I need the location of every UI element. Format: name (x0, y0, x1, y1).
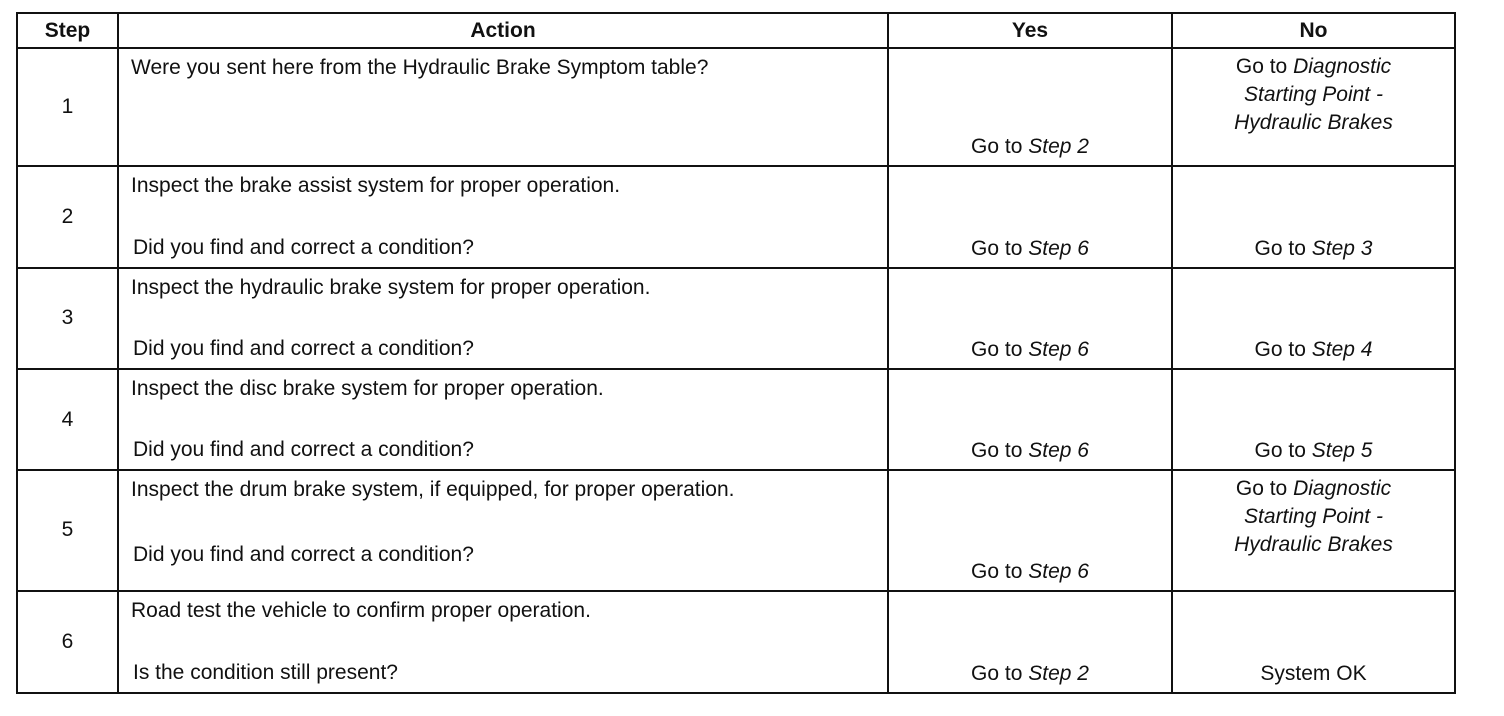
action-cell (118, 591, 888, 693)
no-prefix: Go to (1254, 337, 1306, 361)
action-question: Did you find and correct a condition? (133, 438, 474, 462)
table-row (17, 48, 1455, 166)
step-number: 1 (17, 48, 118, 166)
no-cell (1172, 268, 1455, 369)
no-step-link[interactable]: Step 3 (1311, 236, 1373, 260)
no-cell (1172, 166, 1455, 267)
yes-prefix: Go to (971, 662, 1023, 685)
no-link-continued[interactable]: Hydraulic Brakes (1234, 111, 1393, 134)
no-link[interactable]: Diagnostic (1293, 55, 1392, 78)
action-cell (118, 470, 888, 590)
no-link-continued[interactable]: Hydraulic Brakes (1234, 533, 1393, 557)
action-cell (118, 166, 888, 267)
table-row (17, 268, 1455, 369)
table-row (17, 166, 1455, 267)
yes-prefix: Go to (971, 135, 1023, 159)
header-step: Step (17, 13, 118, 48)
table-row (17, 470, 1455, 590)
action-instruction: Inspect the disc brake system for proper operation. (131, 376, 604, 400)
no-prefix: Go to (1254, 439, 1306, 463)
step-number: 3 (17, 268, 118, 369)
diagnostic-table (16, 12, 1456, 694)
yes-step-link[interactable]: Step 6 (1028, 236, 1089, 260)
no-cell (1172, 369, 1455, 470)
no-cell (1172, 48, 1455, 166)
no-line (1179, 475, 1448, 503)
action-question: Did you find and correct a condition? (133, 336, 474, 360)
no-link[interactable]: Diagnostic (1293, 477, 1392, 501)
action-instruction: Were you sent here from the Hydraulic Brake Symptom table? (131, 56, 709, 79)
table-row (17, 591, 1455, 693)
yes-prefix: Go to (971, 439, 1023, 463)
yes-cell (888, 591, 1172, 693)
action-question: Did you find and correct a condition? (133, 235, 474, 259)
no-result: System OK (1260, 662, 1367, 685)
action-instruction: Inspect the hydraulic brake system for proper operation. (131, 275, 651, 299)
no-prefix: Go to (1254, 236, 1306, 260)
yes-cell (888, 470, 1172, 590)
header-action: Action (118, 13, 888, 48)
action-cell (118, 369, 888, 470)
no-step-link[interactable]: Step 5 (1311, 439, 1373, 463)
yes-cell (888, 369, 1172, 470)
yes-step-link[interactable]: Step 2 (1028, 662, 1089, 685)
table-row (17, 369, 1455, 470)
action-cell (118, 268, 888, 369)
step-number: 5 (17, 470, 118, 590)
no-link-continued[interactable]: Starting Point - (1244, 83, 1383, 106)
yes-step-link[interactable]: Step 2 (1028, 135, 1089, 159)
step-number: 4 (17, 369, 118, 470)
action-question: Did you find and correct a condition? (133, 542, 474, 566)
step-number: 6 (17, 591, 118, 693)
no-prefix: Go to (1235, 477, 1288, 501)
yes-prefix: Go to (971, 559, 1023, 583)
yes-cell (888, 268, 1172, 369)
yes-prefix: Go to (971, 337, 1023, 361)
no-cell (1172, 470, 1455, 590)
no-prefix: Go to (1235, 55, 1288, 78)
no-link-continued[interactable]: Starting Point - (1244, 505, 1383, 529)
yes-prefix: Go to (971, 236, 1023, 260)
yes-step-link[interactable]: Step 6 (1028, 559, 1089, 583)
step-number: 2 (17, 166, 118, 267)
header-yes: Yes (888, 13, 1172, 48)
action-question: Is the condition still present? (133, 661, 398, 684)
no-cell (1172, 591, 1455, 693)
no-line (1179, 53, 1448, 81)
action-instruction: Inspect the drum brake system, if equipped, for proper operation. (131, 478, 735, 502)
header-no: No (1172, 13, 1455, 48)
yes-cell (888, 166, 1172, 267)
yes-step-link[interactable]: Step 6 (1028, 439, 1089, 463)
yes-cell (888, 48, 1172, 166)
yes-step-link[interactable]: Step 6 (1028, 337, 1089, 361)
no-step-link[interactable]: Step 4 (1311, 337, 1373, 361)
header-row (17, 13, 1455, 48)
action-instruction: Road test the vehicle to confirm proper operation. (131, 598, 591, 622)
action-instruction: Inspect the brake assist system for proper operation. (131, 174, 621, 198)
action-cell (118, 48, 888, 166)
